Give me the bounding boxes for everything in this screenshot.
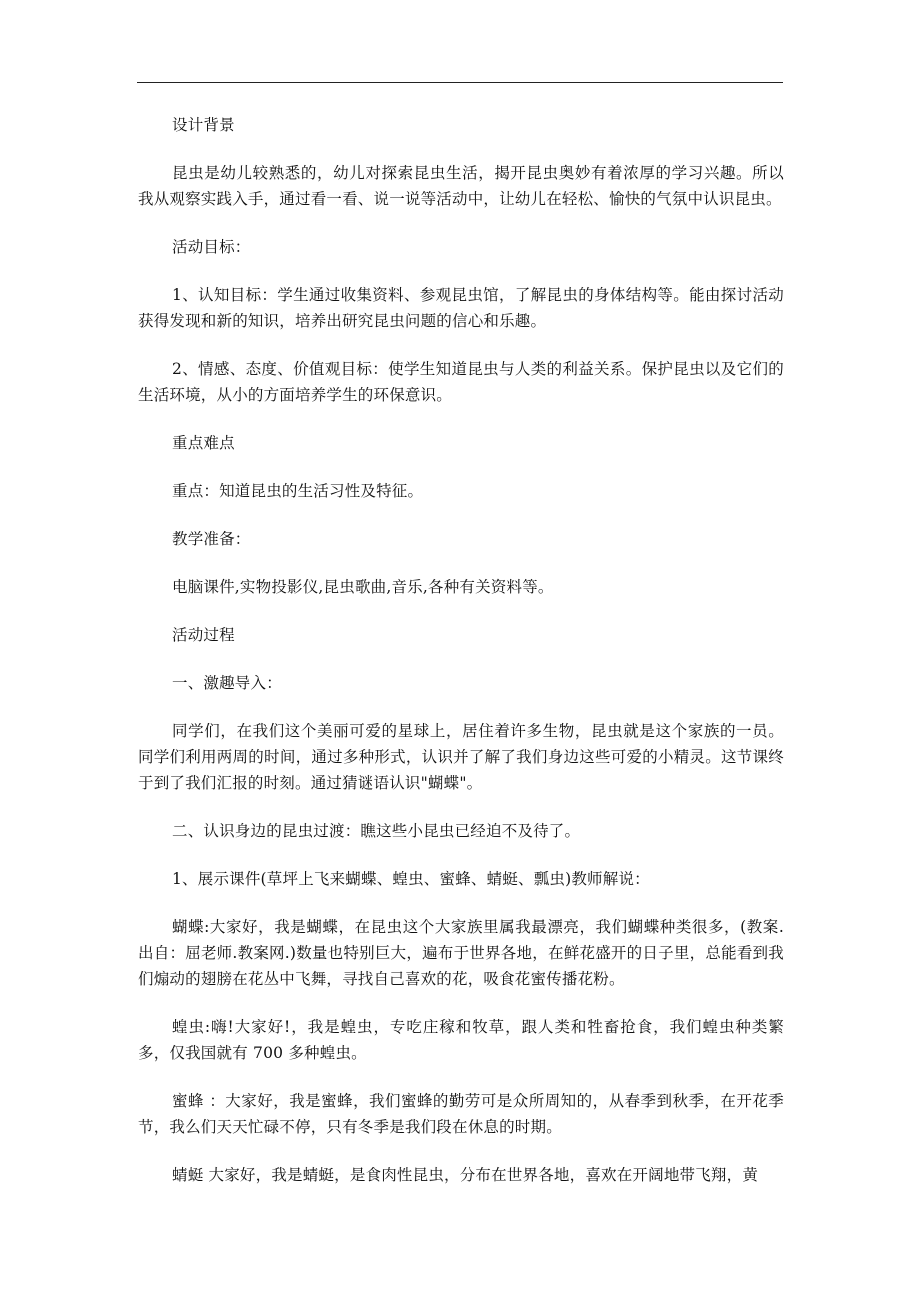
section-heading-goals: 活动目标： [172,238,251,256]
document-body [138,112,784,1210]
paragraph-intro: 同学们，在我们这个美丽可爱的星球上，居住着许多生物，昆虫就是这个家族的一员。同学们利用两周的时间，通过多种形式，认识并了解了我们身边这些可爱的小精灵。这节课终于到了我们汇报的时刻。通过猜谜语认识"蝴蝶"。 [138,722,784,792]
section-heading-preparation: 教学准备： [172,530,251,548]
header-rule [137,82,783,83]
paragraph-bee: 蜜蜂 ：大家好，我是蜜蜂，我们蜜蜂的勤劳可是众所周知的，从春季到秋季，在开花季节，我么们天天忙碌不停，只有冬季是我们段在休息的时期。 [138,1092,784,1136]
paragraph-courseware: 1、展示课件(草坪上飞来蝴蝶、蝗虫、蜜蜂、蜻蜓、瓢虫)教师解说： [172,870,650,888]
paragraph-dragonfly: 蜻蜓 大家好，我是蜻蜓，是食肉性昆虫，分布在世界各地，喜欢在开阔地带飞翔，黄 [172,1166,759,1184]
section-heading-background: 设计背景 [172,116,235,134]
paragraph-locust: 蝗虫:嗨!大家好!，我是蝗虫，专吃庄稼和牧草，跟人类和牲畜抢食，我们蝗虫种类繁多，仅我国就有 700 多种蝗虫。 [138,1018,784,1062]
paragraph-goal-2: 2、情感、态度、价值观目标：使学生知道昆虫与人类的利益关系。保护昆虫以及它们的生活环境，从小的方面培养学生的环保意识。 [138,360,784,404]
section-heading-process: 活动过程 [172,626,235,644]
paragraph-goal-1: 1、认知目标：学生通过收集资料、参观昆虫馆，了解昆虫的身体结构等。能由探讨活动获得发现和新的知识，培养出研究昆虫问题的信心和乐趣。 [138,286,784,330]
section-heading-key-points: 重点难点 [172,434,235,452]
subheading-insects: 二、认识身边的昆虫过渡：瞧这些小昆虫已经迫不及待了。 [172,822,581,840]
subheading-intro: 一、激趣导入： [172,674,282,692]
paragraph-key-point: 重点：知道昆虫的生活习性及特征。 [172,482,424,500]
paragraph-butterfly: 蝴蝶:大家好，我是蝴蝶，在昆虫这个大家族里属我最漂亮，我们蝴蝶种类很多，(教案.出自：屈老师.教案网.)数量也特别巨大，遍布于世界各地，在鲜花盛开的日子里，总能看到我们煽动的翅膀在花丛中飞舞，寻找自己喜欢的花，吸食花蜜传播花粉。 [138,918,784,988]
paragraph-preparation: 电脑课件,实物投影仪,昆虫歌曲,音乐,各种有关资料等。 [172,578,554,596]
paragraph-background: 昆虫是幼儿较熟悉的，幼儿对探索昆虫生活，揭开昆虫奥妙有着浓厚的学习兴趣。所以我从观察实践入手，通过看一看、说一说等活动中，让幼儿在轻松、愉快的气氛中认识昆虫。 [138,164,784,208]
